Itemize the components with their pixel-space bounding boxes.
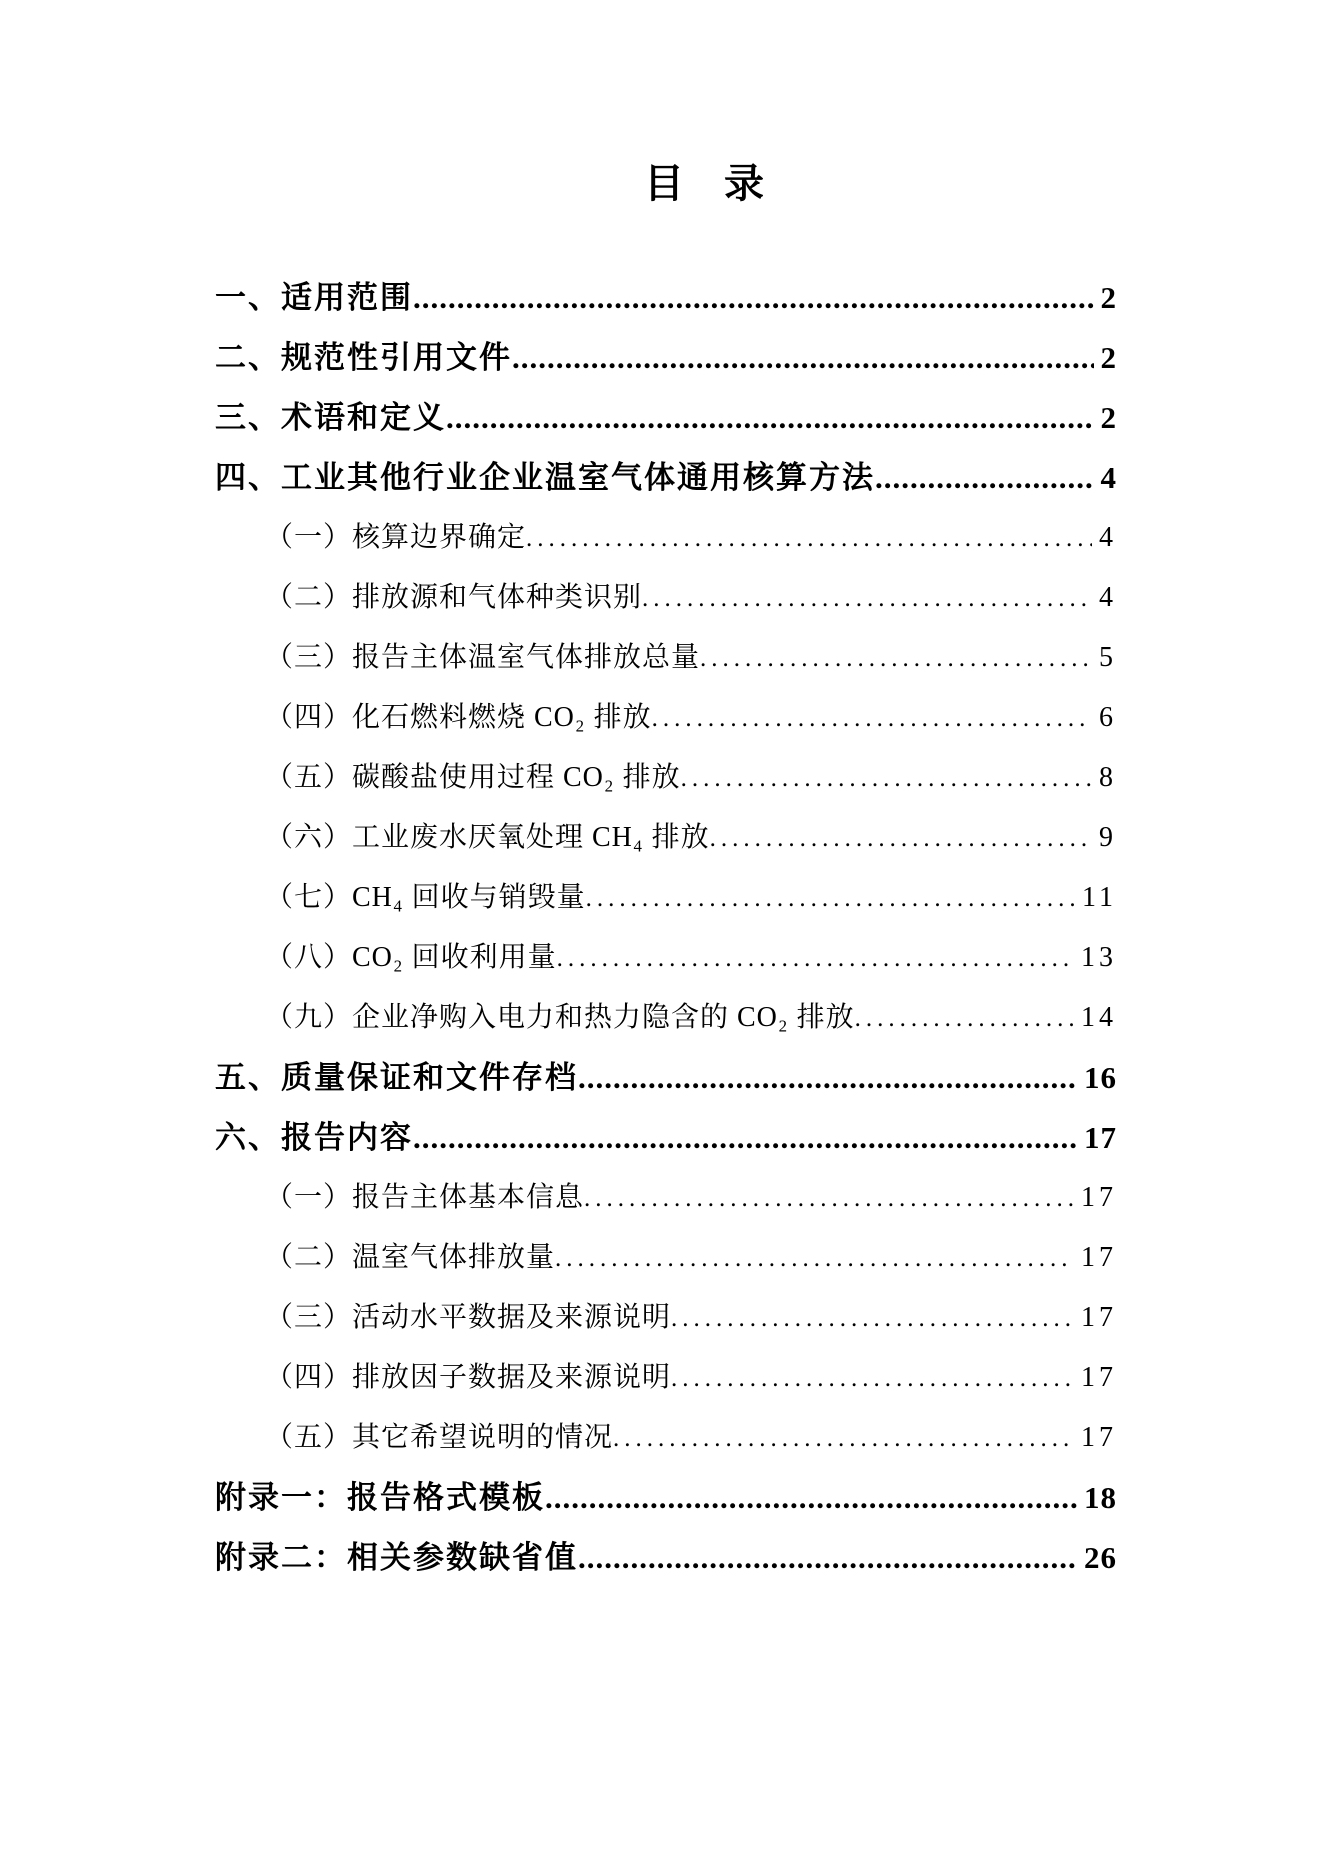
toc-entry — [215, 1468, 1117, 1528]
toc-entry-title: 六、报告内容 — [215, 1120, 413, 1155]
toc-entry-page: 17 — [1084, 1120, 1117, 1155]
toc-entry-page: 2 — [1100, 280, 1117, 315]
toc-leader-dots — [671, 1349, 1074, 1409]
toc-leader-dots — [710, 809, 1092, 869]
toc-entry — [215, 1108, 1117, 1168]
toc-entry — [215, 448, 1117, 508]
toc-entry-page: 26 — [1084, 1540, 1117, 1575]
toc-entry — [215, 508, 1117, 568]
toc-entry-title: （八）CO₂ 回收利用量 — [265, 942, 557, 973]
toc-leader-dots — [578, 1528, 1077, 1588]
toc-entry — [215, 568, 1117, 628]
toc-entry-page: 16 — [1084, 1060, 1117, 1095]
toc-entry-page: 11 — [1082, 882, 1117, 913]
toc-entry-title: （二）排放源和气体种类识别 — [265, 582, 643, 613]
toc-leader-dots — [700, 629, 1092, 689]
toc-entry — [215, 1288, 1117, 1348]
toc-entry — [215, 1228, 1117, 1288]
toc-leader-dots — [584, 1169, 1074, 1229]
toc-leader-dots — [652, 689, 1092, 749]
toc-leader-dots — [526, 509, 1092, 569]
toc-entry-title: （四）排放因子数据及来源说明 — [265, 1362, 672, 1393]
toc-leader-dots — [578, 1048, 1077, 1108]
toc-entry — [215, 1408, 1117, 1468]
toc-leader-dots — [671, 1289, 1074, 1349]
toc-entry — [215, 928, 1117, 988]
toc-leader-dots — [586, 869, 1075, 929]
toc-entry — [215, 1048, 1117, 1108]
toc-entry-page: 6 — [1099, 702, 1117, 733]
toc-entry-title: （九）企业净购入电力和热力隐含的 CO₂ 排放 — [265, 1002, 855, 1033]
toc-entry-page: 17 — [1081, 1242, 1117, 1273]
toc-leader-dots — [855, 989, 1074, 1049]
toc-entry-title: （二）温室气体排放量 — [265, 1242, 556, 1273]
toc-entry-title: （五）其它希望说明的情况 — [265, 1422, 614, 1453]
toc-entry — [215, 1168, 1117, 1228]
toc-entry — [215, 268, 1117, 328]
toc-entry — [215, 688, 1117, 748]
toc-leader-dots — [512, 328, 1094, 388]
toc-leader-dots — [413, 1108, 1077, 1168]
toc-entry — [215, 388, 1117, 448]
toc-entry-title: 四、工业其他行业企业温室气体通用核算方法 — [215, 460, 875, 495]
toc-entry-title: （三）活动水平数据及来源说明 — [265, 1302, 672, 1333]
toc-entry-title: 二、规范性引用文件 — [215, 340, 512, 375]
toc-entry-title: （一）报告主体基本信息 — [265, 1182, 585, 1213]
toc-leader-dots — [557, 929, 1074, 989]
toc-entry-title: （七）CH₄ 回收与销毁量 — [265, 882, 586, 913]
toc-entry-page: 5 — [1099, 642, 1117, 673]
toc-entry-title: 附录一：报告格式模板 — [215, 1480, 545, 1515]
toc-leader-dots — [555, 1229, 1074, 1289]
toc-entry — [215, 1348, 1117, 1408]
toc-entry-title: 附录二：相关参数缺省值 — [215, 1540, 578, 1575]
page-title: 目 录 — [644, 161, 764, 207]
toc-entry-title: （一）核算边界确定 — [265, 522, 527, 553]
toc-entry-page: 2 — [1100, 340, 1117, 375]
toc-entry-page: 18 — [1084, 1480, 1117, 1515]
toc-entry-title: （四）化石燃料燃烧 CO₂ 排放 — [265, 702, 652, 733]
toc-leader-dots — [413, 268, 1094, 328]
toc-leader-dots — [642, 569, 1092, 629]
toc-entry — [215, 1528, 1117, 1588]
toc-entry-page: 17 — [1081, 1362, 1117, 1393]
toc-entry — [215, 328, 1117, 388]
toc-entry-title: 三、术语和定义 — [215, 400, 446, 435]
toc-leader-dots — [545, 1468, 1077, 1528]
toc-list — [215, 268, 1117, 1588]
toc-entry-title: （五）碳酸盐使用过程 CO₂ 排放 — [265, 762, 681, 793]
toc-entry-page: 4 — [1099, 582, 1117, 613]
toc-entry-page: 4 — [1100, 460, 1117, 495]
toc-entry — [215, 868, 1117, 928]
toc-entry — [215, 988, 1117, 1048]
toc-leader-dots — [446, 388, 1094, 448]
toc-entry-page: 4 — [1099, 522, 1117, 553]
toc-entry-page: 8 — [1099, 762, 1117, 793]
toc-leader-dots — [681, 749, 1092, 809]
toc-entry-page: 2 — [1100, 400, 1117, 435]
toc-entry-page: 17 — [1081, 1182, 1117, 1213]
toc-entry — [215, 808, 1117, 868]
toc-entry-page: 13 — [1081, 942, 1117, 973]
toc-entry-page: 17 — [1081, 1422, 1117, 1453]
toc-entry — [215, 628, 1117, 688]
toc-entry-page: 14 — [1081, 1002, 1117, 1033]
toc-leader-dots — [875, 448, 1094, 508]
toc-entry — [215, 748, 1117, 808]
toc-entry-title: （六）工业废水厌氧处理 CH₄ 排放 — [265, 822, 710, 853]
toc-entry-title: （三）报告主体温室气体排放总量 — [265, 642, 701, 673]
toc-entry-title: 一、适用范围 — [215, 280, 413, 315]
toc-entry-title: 五、质量保证和文件存档 — [215, 1060, 578, 1095]
toc-leader-dots — [613, 1409, 1074, 1469]
toc-entry-page: 9 — [1099, 822, 1117, 853]
toc-entry-page: 17 — [1081, 1302, 1117, 1333]
